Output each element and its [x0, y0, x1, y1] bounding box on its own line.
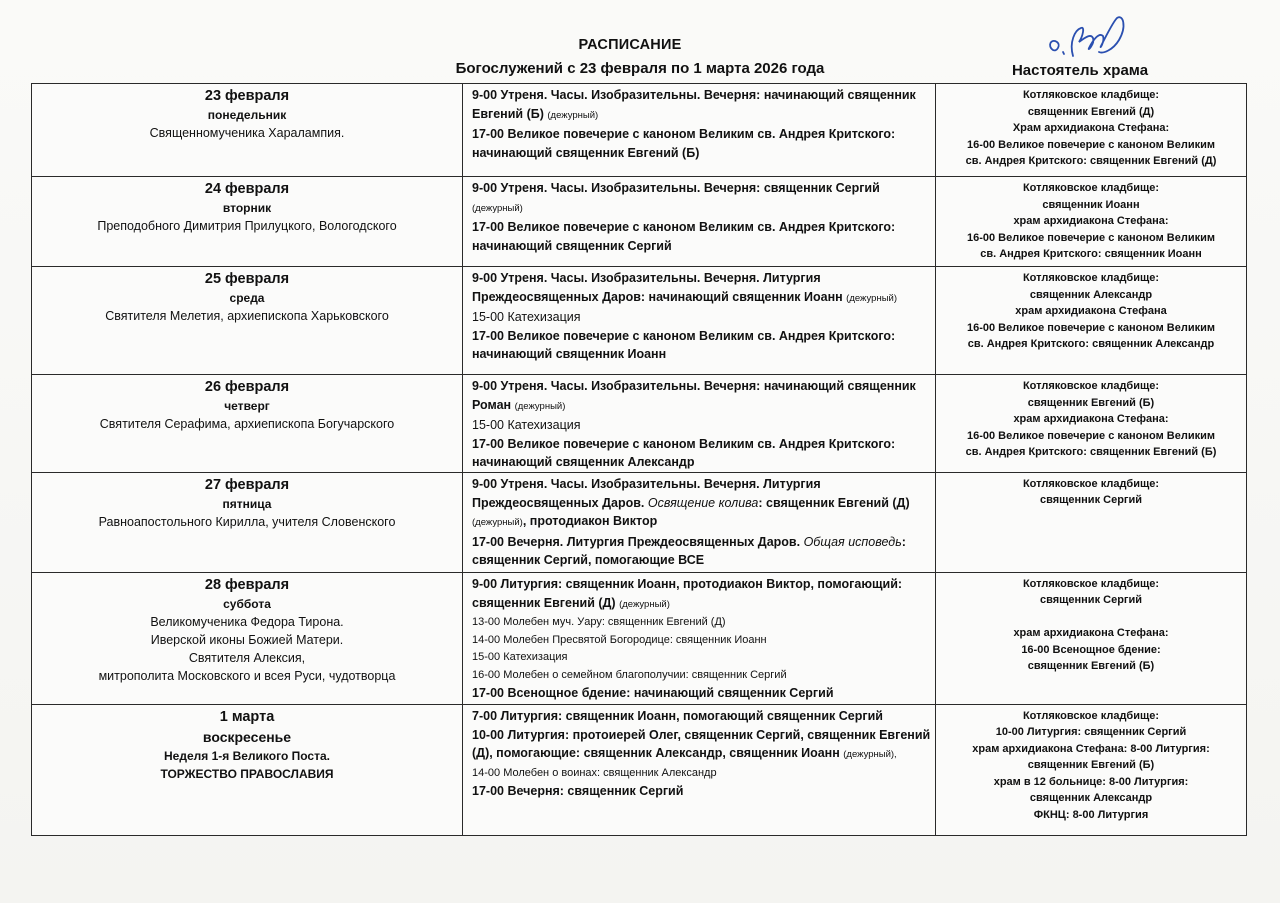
other-location-line: 16-00 Великое повечерие с каноном Великим — [966, 429, 1216, 442]
day-feast: митрополита Московского и всея Руси, чудотворца — [98, 668, 396, 683]
day-cell — [32, 267, 463, 375]
italic-note: Освящение колива — [647, 495, 759, 510]
other-location-line: 10-00 Литургия: священник Сергий — [995, 726, 1187, 739]
service-text: 15-00 Катехизация — [472, 418, 581, 433]
service-entry — [472, 218, 931, 255]
schedule-row — [32, 572, 1247, 704]
service-text: 9-00 Утреня. Часы. Изобразительны. Вечерня. Литургия Преждеосвященных Даров. — [472, 476, 821, 510]
other-location-line: священник Евгений (Б) — [1027, 396, 1155, 409]
day-feast: Святителя Мелетия, архиепископа Харьковского — [105, 309, 389, 323]
service-entry — [472, 377, 931, 416]
schedule-row — [32, 375, 1247, 473]
other-locations-cell — [936, 704, 1247, 835]
service-text: 9-00 Утреня. Часы. Изобразительны. Вечерня: начинающий священник Роман — [472, 379, 916, 412]
duty-note: (дежурный) — [619, 598, 670, 610]
other-location-line: храм архидиакона Стефана: — [1013, 215, 1169, 227]
other-locations-cell — [936, 177, 1247, 267]
day-weekday: вторник — [222, 201, 272, 215]
other-location-line: храм в 12 больнице: 8-00 Литургия: — [993, 775, 1189, 788]
service-entry — [472, 125, 931, 162]
service-entry — [472, 575, 931, 614]
other-location-line: св. Андрея Критского: священник Иоанн — [980, 248, 1202, 260]
service-entry — [472, 649, 931, 667]
service-text: 17-00 Великое повечерие с каноном Великим св. Андрея Критского: начинающий священник Евгений (Б) — [472, 127, 896, 160]
other-location-line: священник Александр — [1029, 288, 1153, 301]
day-feast: Святителя Серафима, архиепископа Богучарского — [99, 417, 395, 431]
other-location-line: Храм архидиакона Стефана: — [1012, 122, 1170, 134]
service-entry — [472, 765, 931, 783]
day-date: 23 февраля — [204, 88, 290, 104]
day-weekday: среда — [229, 291, 265, 305]
document-subtitle: Богослужений с 23 февраля по 1 марта 2026 года — [455, 60, 825, 77]
day-date: 26 февраля — [204, 379, 290, 395]
other-location-line: священник Иоанн — [1042, 198, 1140, 211]
service-text: : священник Евгений (Д) — [758, 495, 910, 510]
service-entry — [472, 533, 931, 570]
service-entry — [472, 726, 931, 765]
other-location-line: храм архидиакона Стефана: — [1013, 627, 1169, 640]
day-feast: Священномученика Харалампия. — [149, 126, 345, 140]
service-entry — [472, 269, 931, 308]
services-cell — [463, 472, 936, 572]
service-text: 14-00 Молебен Пресвятой Богородице: священник Иоанн — [472, 633, 767, 646]
other-location-line: Котляковское кладбище: — [1022, 709, 1160, 722]
day-feast: Преподобного Димитрия Прилуцкого, Вологодского — [97, 219, 397, 233]
other-location-line: 16-00 Великое повечерие с каноном Великим — [966, 321, 1216, 334]
day-feast: ТОРЖЕСТВО ПРАВОСЛАВИЯ — [160, 766, 334, 781]
duty-note: (дежурный) — [514, 400, 566, 412]
service-entry — [472, 435, 931, 472]
other-location-line: Котляковское кладбище: — [1022, 272, 1160, 284]
service-entry — [472, 416, 931, 435]
service-text: 9-00 Утреня. Часы. Изобразительны. Вечерня. Литургия Преждеосвященных Даров: начинающий священник Иоанн — [472, 271, 847, 304]
duty-note: (дежурный) — [846, 292, 897, 304]
service-entry — [472, 707, 931, 726]
other-location-line: св. Андрея Критского: священник Евгений (Д) — [965, 155, 1217, 167]
service-entry — [472, 179, 931, 218]
schedule-row — [32, 177, 1247, 267]
schedule-row — [32, 472, 1247, 572]
service-text: 9-00 Утреня. Часы. Изобразительны. Вечерня: священник Сергий — [472, 181, 880, 195]
day-date: 28 февраля — [204, 576, 290, 593]
day-cell — [32, 84, 463, 177]
other-locations-cell — [936, 84, 1247, 177]
other-locations-cell — [936, 267, 1247, 375]
day-feast: Великомученика Федора Тирона. — [150, 614, 344, 629]
spacer — [936, 609, 1246, 626]
other-location-line: священник Евгений (Д) — [1027, 105, 1155, 118]
services-cell — [463, 177, 936, 267]
rector-label: Настоятель храма — [1011, 62, 1149, 79]
service-entry — [472, 782, 931, 801]
day-feast: Иверской иконы Божией Матери. — [150, 632, 344, 647]
service-entry — [472, 614, 931, 632]
schedule-table — [31, 83, 1247, 836]
day-feast: Неделя 1-я Великого Поста. — [164, 748, 330, 763]
other-location-line: священник Александр — [1029, 792, 1153, 805]
services-cell — [463, 704, 936, 835]
duty-note: (дежурный) — [472, 202, 523, 214]
other-location-line: священник Евгений (Б) — [1027, 759, 1155, 772]
service-text: 7-00 Литургия: священник Иоанн, помогающий священник Сергий — [472, 708, 883, 723]
duty-note: (дежурный) — [547, 109, 599, 121]
services-cell — [463, 84, 936, 177]
other-locations-cell — [936, 472, 1247, 572]
schedule-row — [32, 267, 1247, 375]
other-location-line: 16-00 Великое повечерие с каноном Великим — [966, 231, 1216, 244]
other-locations-cell — [936, 375, 1247, 473]
duty-note: (дежурный) — [472, 517, 523, 529]
day-weekday: четверг — [224, 399, 270, 413]
other-locations-cell — [936, 572, 1247, 704]
service-entry — [472, 308, 931, 327]
italic-note: Общая исповедь — [803, 534, 902, 549]
schedule-row — [32, 704, 1247, 835]
day-date: 25 февраля — [204, 271, 290, 287]
other-location-line: священник Сергий — [1039, 594, 1143, 607]
day-feast: Равноапостольного Кирилла, учителя Словенского — [98, 514, 396, 529]
service-entry — [472, 475, 931, 533]
service-text: 15-00 Катехизация — [472, 310, 581, 325]
other-location-line: Котляковское кладбище: — [1022, 577, 1160, 590]
other-location-line: 16-00 Всенощное бдение: — [1021, 643, 1161, 656]
service-entry — [472, 86, 931, 125]
services-cell — [463, 267, 936, 375]
day-cell — [32, 375, 463, 473]
service-entry — [472, 632, 931, 650]
duty-note: (дежурный), — [843, 749, 897, 761]
signature-icon — [1043, 12, 1133, 62]
services-cell — [463, 572, 936, 704]
day-cell — [32, 704, 463, 835]
day-date: 27 февраля — [204, 476, 290, 493]
day-date: 1 марта — [219, 708, 275, 725]
service-text: : священник Сергий, помогающие ВСЕ — [472, 534, 906, 568]
day-cell — [32, 177, 463, 267]
day-weekday: пятница — [222, 496, 272, 511]
service-entry — [472, 667, 931, 685]
service-text: 9-00 Литургия: священник Иоанн, протодиакон Виктор, помогающий: священник Евгений (Д) — [472, 576, 903, 610]
service-entry — [472, 327, 931, 364]
other-location-line: Котляковское кладбище: — [1022, 477, 1160, 490]
document-title: РАСПИСАНИЕ — [578, 37, 682, 53]
service-text: 9-00 Утреня. Часы. Изобразительны. Вечерня: начинающий священник Евгений (Б) — [472, 88, 916, 121]
other-location-line: храм архидиакона Стефана — [1015, 305, 1167, 317]
service-entry — [472, 684, 931, 703]
other-location-line: священник Сергий — [1039, 494, 1143, 507]
other-location-line: священник Евгений (Б) — [1027, 660, 1155, 673]
service-text: 17-00 Вечерня: священник Сергий — [472, 784, 684, 799]
other-location-line: Котляковское кладбище: — [1022, 380, 1160, 392]
other-location-line: ФКНЦ: 8-00 Литургия — [1033, 808, 1149, 821]
day-cell — [32, 572, 463, 704]
other-location-line: храм архидиакона Стефана: — [1013, 413, 1169, 425]
day-date: 24 февраля — [204, 181, 290, 197]
other-location-line: Котляковское кладбище: — [1022, 182, 1160, 194]
service-text: 17-00 Великое повечерие с каноном Великим св. Андрея Критского: начинающий священник Иоанн — [472, 328, 896, 362]
day-weekday: понедельник — [207, 108, 287, 122]
service-text: 13-00 Молебен муч. Уару: священник Евгений (Д) — [472, 616, 726, 629]
service-text: 16-00 Молебен о семейном благополучии: священник Сергий — [472, 668, 787, 681]
service-text: , протодиакон Виктор — [522, 514, 658, 529]
other-location-line: св. Андрея Критского: священник Евгений (Б) — [965, 446, 1217, 458]
other-location-line: 16-00 Великое повечерие с каноном Великим — [966, 138, 1216, 151]
service-text: 15-00 Катехизация — [472, 651, 568, 664]
other-location-line: храм архидиакона Стефана: 8-00 Литургия: — [972, 742, 1210, 755]
day-cell — [32, 472, 463, 572]
service-text: 17-00 Всенощное бдение: начинающий священник Сергий — [472, 686, 834, 701]
service-text: 17-00 Вечерня. Литургия Преждеосвященных Даров. — [472, 534, 804, 549]
service-text: 17-00 Великое повечерие с каноном Великим св. Андрея Критского: начинающий священник Сергий — [472, 220, 896, 253]
day-weekday: воскресенье — [202, 728, 292, 745]
services-cell — [463, 375, 936, 473]
service-text: 17-00 Великое повечерие с каноном Великим св. Андрея Критского: начинающий священник Александр — [472, 436, 896, 470]
service-text: 10-00 Литургия: протоиерей Олег, священник Сергий, священник Евгений (Д), помогающие: священник Александр, священник Иоанн — [472, 727, 931, 761]
other-location-line: св. Андрея Критского: священник Александр — [967, 338, 1215, 350]
service-text: 14-00 Молебен о воинах: священник Александр — [472, 766, 717, 779]
day-feast: Святителя Алексия, — [188, 650, 306, 665]
day-weekday: суббота — [223, 596, 271, 611]
other-location-line: Котляковское кладбище: — [1022, 89, 1160, 101]
schedule-row — [32, 84, 1247, 177]
